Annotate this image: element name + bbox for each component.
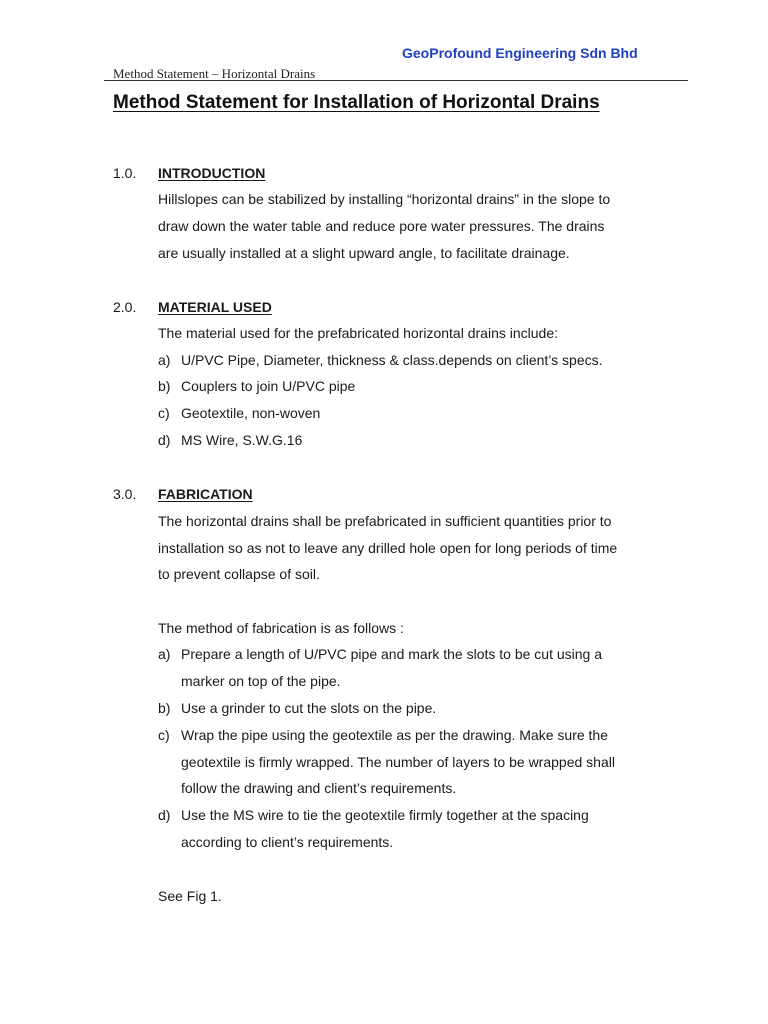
section-number: 1.0.: [113, 165, 137, 181]
section-heading-fabrication: FABRICATION: [158, 486, 253, 502]
paragraph-line: to prevent collapse of soil.: [158, 566, 320, 582]
step-line: marker on top of the pipe.: [181, 673, 341, 689]
section-number: 2.0.: [113, 299, 137, 315]
step-marker: a): [158, 646, 171, 662]
paragraph-line: draw down the water table and reduce pore water pressures. The drains: [158, 218, 605, 234]
running-header: Method Statement – Horizontal Drains: [113, 66, 316, 81]
step-line: Use the MS wire to tie the geotextile firmly together at the spacing: [181, 807, 589, 823]
section-heading-material-used: MATERIAL USED: [158, 299, 272, 315]
step-line: Prepare a length of U/PVC pipe and mark the slots to be cut using a: [181, 646, 603, 662]
section-number: 3.0.: [113, 486, 137, 502]
company-name: GeoProfound Engineering Sdn Bhd: [402, 45, 638, 61]
step-marker: b): [158, 700, 171, 716]
method-intro: The method of fabrication is as follows :: [158, 620, 404, 636]
paragraph-line: The material used for the prefabricated horizontal drains include:: [158, 325, 558, 341]
step-line: according to client’s requirements.: [181, 834, 394, 850]
header-rule: [104, 80, 688, 81]
paragraph-line: Hillslopes can be stabilized by installing “horizontal drains” in the slope to: [158, 191, 611, 207]
figure-reference: See Fig 1.: [158, 888, 222, 904]
section-heading-introduction: INTRODUCTION: [158, 165, 266, 181]
step-marker: c): [158, 727, 170, 743]
list-item: Couplers to join U/PVC pipe: [181, 378, 356, 394]
paragraph-line: The horizontal drains shall be prefabricated in sufficient quantities prior to: [158, 513, 612, 529]
list-item: U/PVC Pipe, Diameter, thickness & class.depends on client’s specs.: [181, 352, 603, 368]
list-item-marker: c): [158, 405, 170, 421]
list-item-marker: b): [158, 378, 171, 394]
list-item: MS Wire, S.W.G.16: [181, 432, 303, 448]
paragraph-line: are usually installed at a slight upward angle, to facilitate drainage.: [158, 245, 570, 261]
step-marker: d): [158, 807, 171, 823]
paragraph-line: installation so as not to leave any drilled hole open for long periods of time: [158, 540, 618, 556]
step-line: Wrap the pipe using the geotextile as per the drawing. Make sure the: [181, 727, 608, 743]
list-item-marker: d): [158, 432, 171, 448]
list-item: Geotextile, non-woven: [181, 405, 321, 421]
list-item-marker: a): [158, 352, 171, 368]
step-line: follow the drawing and client’s requirements.: [181, 780, 457, 796]
step-line: geotextile is firmly wrapped. The number of layers to be wrapped shall: [181, 754, 615, 770]
step-line: Use a grinder to cut the slots on the pipe.: [181, 700, 437, 716]
document-title: Method Statement for Installation of Horizontal Drains: [113, 92, 600, 113]
